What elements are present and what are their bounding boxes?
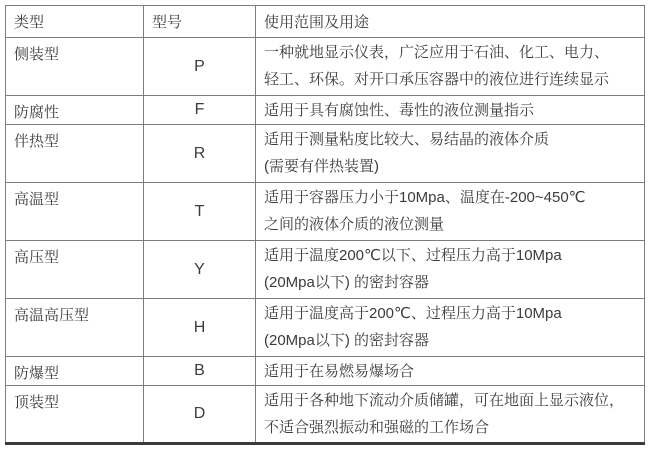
header-model: 型号 bbox=[144, 6, 256, 38]
table-row bbox=[6, 125, 645, 183]
model-cell: R bbox=[144, 125, 256, 183]
model-cell: P bbox=[144, 38, 256, 96]
usage-line-2: (20Mpa以下) 的密封容器 bbox=[264, 332, 430, 349]
usage-cell bbox=[256, 241, 645, 299]
model-cell: T bbox=[144, 183, 256, 241]
table-row bbox=[6, 96, 645, 125]
usage-line-2: 之间的液体介质的液位测量 bbox=[264, 216, 445, 233]
usage-cell bbox=[256, 125, 645, 183]
type-cell: 高压型 bbox=[6, 241, 144, 299]
usage-cell bbox=[256, 96, 645, 125]
table-row bbox=[6, 299, 645, 357]
table-row bbox=[6, 38, 645, 96]
usage-line-1: 适用于测量粘度比较大、易结晶的液体介质 bbox=[264, 131, 550, 148]
usage-line-1: 适用于温度200℃以下、过程压力高于10Mpa bbox=[264, 247, 562, 264]
usage-line-1: 适用于温度高于200℃、过程压力高于10Mpa bbox=[264, 305, 562, 322]
type-cell: 防腐性 bbox=[6, 96, 144, 125]
type-cell: 侧装型 bbox=[6, 38, 144, 96]
type-cell: 防爆型 bbox=[6, 357, 144, 386]
usage-line-1: 适用于在易燃易爆场合 bbox=[264, 363, 415, 380]
header-usage: 使用范围及用途 bbox=[256, 6, 645, 38]
table-row bbox=[6, 357, 645, 386]
usage-line-1: 适用于容器压力小于10Mpa、温度在-200~450℃ bbox=[264, 189, 586, 206]
model-cell: Y bbox=[144, 241, 256, 299]
model-cell: B bbox=[144, 357, 256, 386]
usage-line-2: 不适合强烈振动和强磁的工作场合 bbox=[264, 419, 490, 436]
usage-line-2: (20Mpa以下) 的密封容器 bbox=[264, 274, 430, 291]
usage-line-2: 轻工、环保。对开口承压容器中的液位进行连续显示 bbox=[264, 71, 610, 88]
table-row bbox=[6, 386, 645, 444]
header-type: 类型 bbox=[6, 6, 144, 38]
gauge-type-table bbox=[5, 5, 645, 445]
usage-cell bbox=[256, 386, 645, 444]
table-row bbox=[6, 183, 645, 241]
usage-cell bbox=[256, 357, 645, 386]
type-cell: 高温型 bbox=[6, 183, 144, 241]
usage-line-1: 适用于各种地下流动介质储罐，可在地面上显示液位， bbox=[264, 392, 625, 409]
type-cell: 高温高压型 bbox=[6, 299, 144, 357]
usage-line-1: 一种就地显示仪表，广泛应用于石油、化工、电力、 bbox=[264, 44, 610, 61]
usage-cell bbox=[256, 38, 645, 96]
model-cell: H bbox=[144, 299, 256, 357]
usage-line-2: (需要有伴热装置) bbox=[264, 158, 379, 175]
table-header-row bbox=[6, 6, 645, 38]
type-cell: 伴热型 bbox=[6, 125, 144, 183]
table-row bbox=[6, 241, 645, 299]
usage-cell bbox=[256, 299, 645, 357]
usage-line-1: 适用于具有腐蚀性、毒性的液位测量指示 bbox=[264, 102, 535, 119]
model-cell: D bbox=[144, 386, 256, 444]
usage-cell bbox=[256, 183, 645, 241]
model-cell: F bbox=[144, 96, 256, 125]
type-cell: 顶装型 bbox=[6, 386, 144, 444]
